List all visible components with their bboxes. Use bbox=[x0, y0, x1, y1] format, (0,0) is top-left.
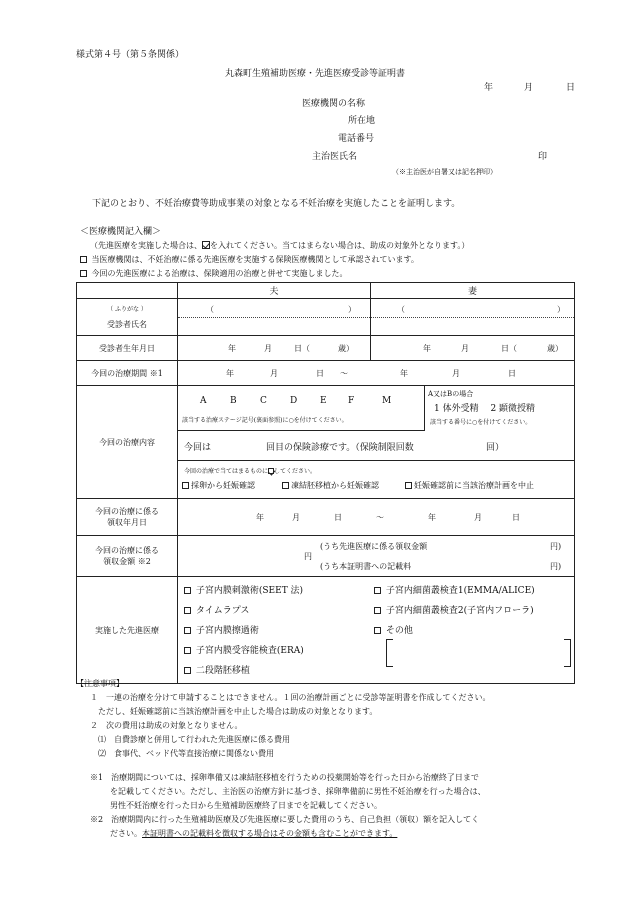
doctor-note: （※主治医が自署又は記名押印） bbox=[392, 168, 497, 176]
note-s1b: を記載してください。ただし、主治医の治療方針に基づき、採卵準備前に男性不妊治療を行った場合は、 bbox=[110, 787, 486, 796]
husband-birth-cell[interactable]: 年 月 日（ 歳） bbox=[178, 336, 371, 361]
period-cell[interactable]: 年 月 日 ～ 年 月 日 bbox=[178, 361, 575, 386]
doctor-label: 主治医氏名 bbox=[312, 152, 358, 162]
wife-name-cell[interactable]: （ ） bbox=[371, 299, 575, 336]
period-label: 今回の治療期間 ※1 bbox=[77, 361, 178, 386]
insurance-pre: 今回は bbox=[184, 443, 212, 453]
note-1: １ 一連の治療を分けて申請することはできません。１回の治療計画ごとに受診等証明書を作成してください。 bbox=[90, 693, 491, 702]
institution-check-1[interactable]: 当医療機関は、不妊治療に係る先進医療を実施する保険医療機関として承認されています。 bbox=[80, 254, 419, 265]
institution-section-note: （先進医療を実施した場合は、 を入れてください。当てはまらない場合は、助成の対象外となります。） bbox=[90, 241, 470, 250]
receipt-date-label: 今回の治療に係る 領収年月日 bbox=[77, 499, 178, 536]
stage-a[interactable]: A bbox=[200, 396, 207, 406]
advanced-option-4[interactable]: 子宮内膜受容能検査(ERA) bbox=[184, 643, 304, 656]
note-s1c: 男性不妊治療を行った日から生殖補助医療終了日までを記載してください。 bbox=[110, 801, 382, 810]
wife-birth-cell[interactable]: 年 月 日（ 歳） bbox=[371, 336, 575, 361]
note-2a: ⑴ 自費診療と併用して行われた先進医療に係る費用 bbox=[98, 735, 290, 744]
content-label: 今回の治療内容 bbox=[77, 386, 178, 499]
husband-name-cell[interactable]: （ ） bbox=[178, 299, 371, 336]
institution-check-2[interactable]: 今回の先進医療による治療は、保険適用の治療と併せて実施しました。 bbox=[80, 268, 348, 279]
checkbox-icon[interactable] bbox=[80, 256, 87, 263]
note-1b: ただし、妊娠確認前に当該治療計画を中止した場合は助成の対象となります。 bbox=[98, 707, 378, 716]
table-corner bbox=[77, 283, 178, 299]
certificate-table bbox=[76, 282, 575, 684]
stage-d[interactable]: D bbox=[290, 396, 298, 406]
advanced-option-other[interactable]: その他 bbox=[374, 623, 413, 636]
checkmark-icon bbox=[202, 241, 210, 249]
applicable-option-2[interactable]: 凍結胚移植から妊娠確認 bbox=[282, 480, 379, 491]
receipt-date-cell[interactable]: 年 月 日 ～ 年 月 日 bbox=[178, 499, 575, 536]
applicable-note: 今回の治療で当てはまるものに してください。 bbox=[184, 468, 317, 475]
stage-b[interactable]: B bbox=[230, 396, 237, 406]
note-s1a: ※1 治療期間については、採卵準備又は凍結胚移植を行うための投薬開始等を行った日から治療終了日まで bbox=[90, 773, 479, 782]
date-year: 年 bbox=[484, 83, 494, 93]
notes-heading: 【注意事項】 bbox=[76, 679, 124, 688]
phone-label: 電話番号 bbox=[338, 134, 375, 144]
content-cell bbox=[178, 386, 575, 499]
amount-label: 今回の治療に係る 領収金額 ※2 bbox=[77, 536, 178, 577]
note-2: ２ 次の費用は助成の対象となりません。 bbox=[90, 721, 243, 730]
amount-sub1: (うち先進医療に係る領収金額 bbox=[320, 542, 428, 551]
checkmark-icon bbox=[268, 468, 274, 474]
note-s2a: ※2 治療期間内に行った生殖補助医療及び先進医療に要した費用のうち、自己負担（領収）額を記入してく bbox=[90, 815, 480, 824]
advanced-option-1[interactable]: 子宮内膜刺激術(SEET 法) bbox=[184, 583, 303, 596]
other-bracket-right bbox=[564, 639, 571, 667]
seal-mark: 印 bbox=[538, 152, 548, 162]
amount-cell[interactable]: 円 (うち先進医療に係る領収金額 円) (うち本証明書への記載料 円) bbox=[178, 536, 575, 577]
advanced-option-2[interactable]: タイムラプス bbox=[184, 603, 249, 616]
ab-title: A又はBの場合 bbox=[428, 390, 474, 398]
other-bracket-left bbox=[386, 639, 393, 667]
amount-sub2: (うち本証明書への記載料 bbox=[320, 562, 412, 571]
note-2b: ⑵ 食事代、ベッド代等直接治療に関係ない費用 bbox=[98, 749, 274, 758]
husband-header: 夫 bbox=[178, 283, 371, 299]
amount-yen: 円 bbox=[304, 552, 312, 561]
applicable-option-3[interactable]: 妊娠確認前に当該治療計画を中止 bbox=[405, 480, 534, 491]
address-label: 所在地 bbox=[348, 116, 376, 126]
advanced-label: 実施した先進医療 bbox=[77, 577, 178, 684]
stage-f[interactable]: F bbox=[348, 396, 355, 406]
advanced-option-6[interactable]: 子宮内細菌叢検査1(EMMA/ALICE) bbox=[374, 583, 535, 596]
page-title: 丸森町生殖補助医療・先進医療受診等証明書 bbox=[224, 69, 405, 79]
wife-header: 妻 bbox=[371, 283, 575, 299]
checkbox-icon[interactable] bbox=[80, 270, 87, 277]
stage-m[interactable]: M bbox=[382, 396, 392, 406]
note-s2b: ださい。本証明書への記載料を徴収する場合はその金額も含むことができます。 bbox=[110, 829, 398, 838]
institution-section-heading: ＜医療機関記入欄＞ bbox=[80, 227, 162, 237]
stage-c[interactable]: C bbox=[260, 396, 267, 406]
date-month: 月 bbox=[524, 83, 534, 93]
insurance-post: 回） bbox=[486, 443, 505, 453]
advanced-option-5[interactable]: 二段階胚移植 bbox=[184, 663, 250, 676]
intro-text: 下記のとおり、不妊治療費等助成事業の対象となる不妊治療を実施したことを証明します。 bbox=[92, 199, 461, 209]
birth-label: 受診者生年月日 bbox=[77, 336, 178, 361]
date-day: 日 bbox=[566, 83, 576, 93]
stage-e[interactable]: E bbox=[320, 396, 327, 406]
advanced-option-7[interactable]: 子宮内細菌叢検査2(子宮内フローラ) bbox=[374, 603, 534, 616]
form-number: 様式第４号（第５条関係） bbox=[76, 50, 185, 60]
ab-note: 該当する番号に○を付けてください。 bbox=[430, 419, 532, 426]
ab-options[interactable]: 1 体外受精 2 顕微授精 bbox=[434, 404, 536, 414]
applicable-option-1[interactable]: 採卵から妊娠確認 bbox=[182, 480, 255, 491]
stage-note: 該当する治療ステージ記号(裏面参照)に○を付けてください。 bbox=[182, 417, 348, 424]
advanced-cell bbox=[178, 577, 575, 684]
advanced-option-3[interactable]: 子宮内膜擦過術 bbox=[184, 623, 259, 636]
patient-name-label: （ ふりがな ） 受診者氏名 bbox=[77, 299, 178, 336]
insurance-mid: 回目の保険診療です。（保険制限回数 bbox=[266, 443, 414, 453]
institution-name-label: 医療機関の名称 bbox=[302, 99, 366, 109]
